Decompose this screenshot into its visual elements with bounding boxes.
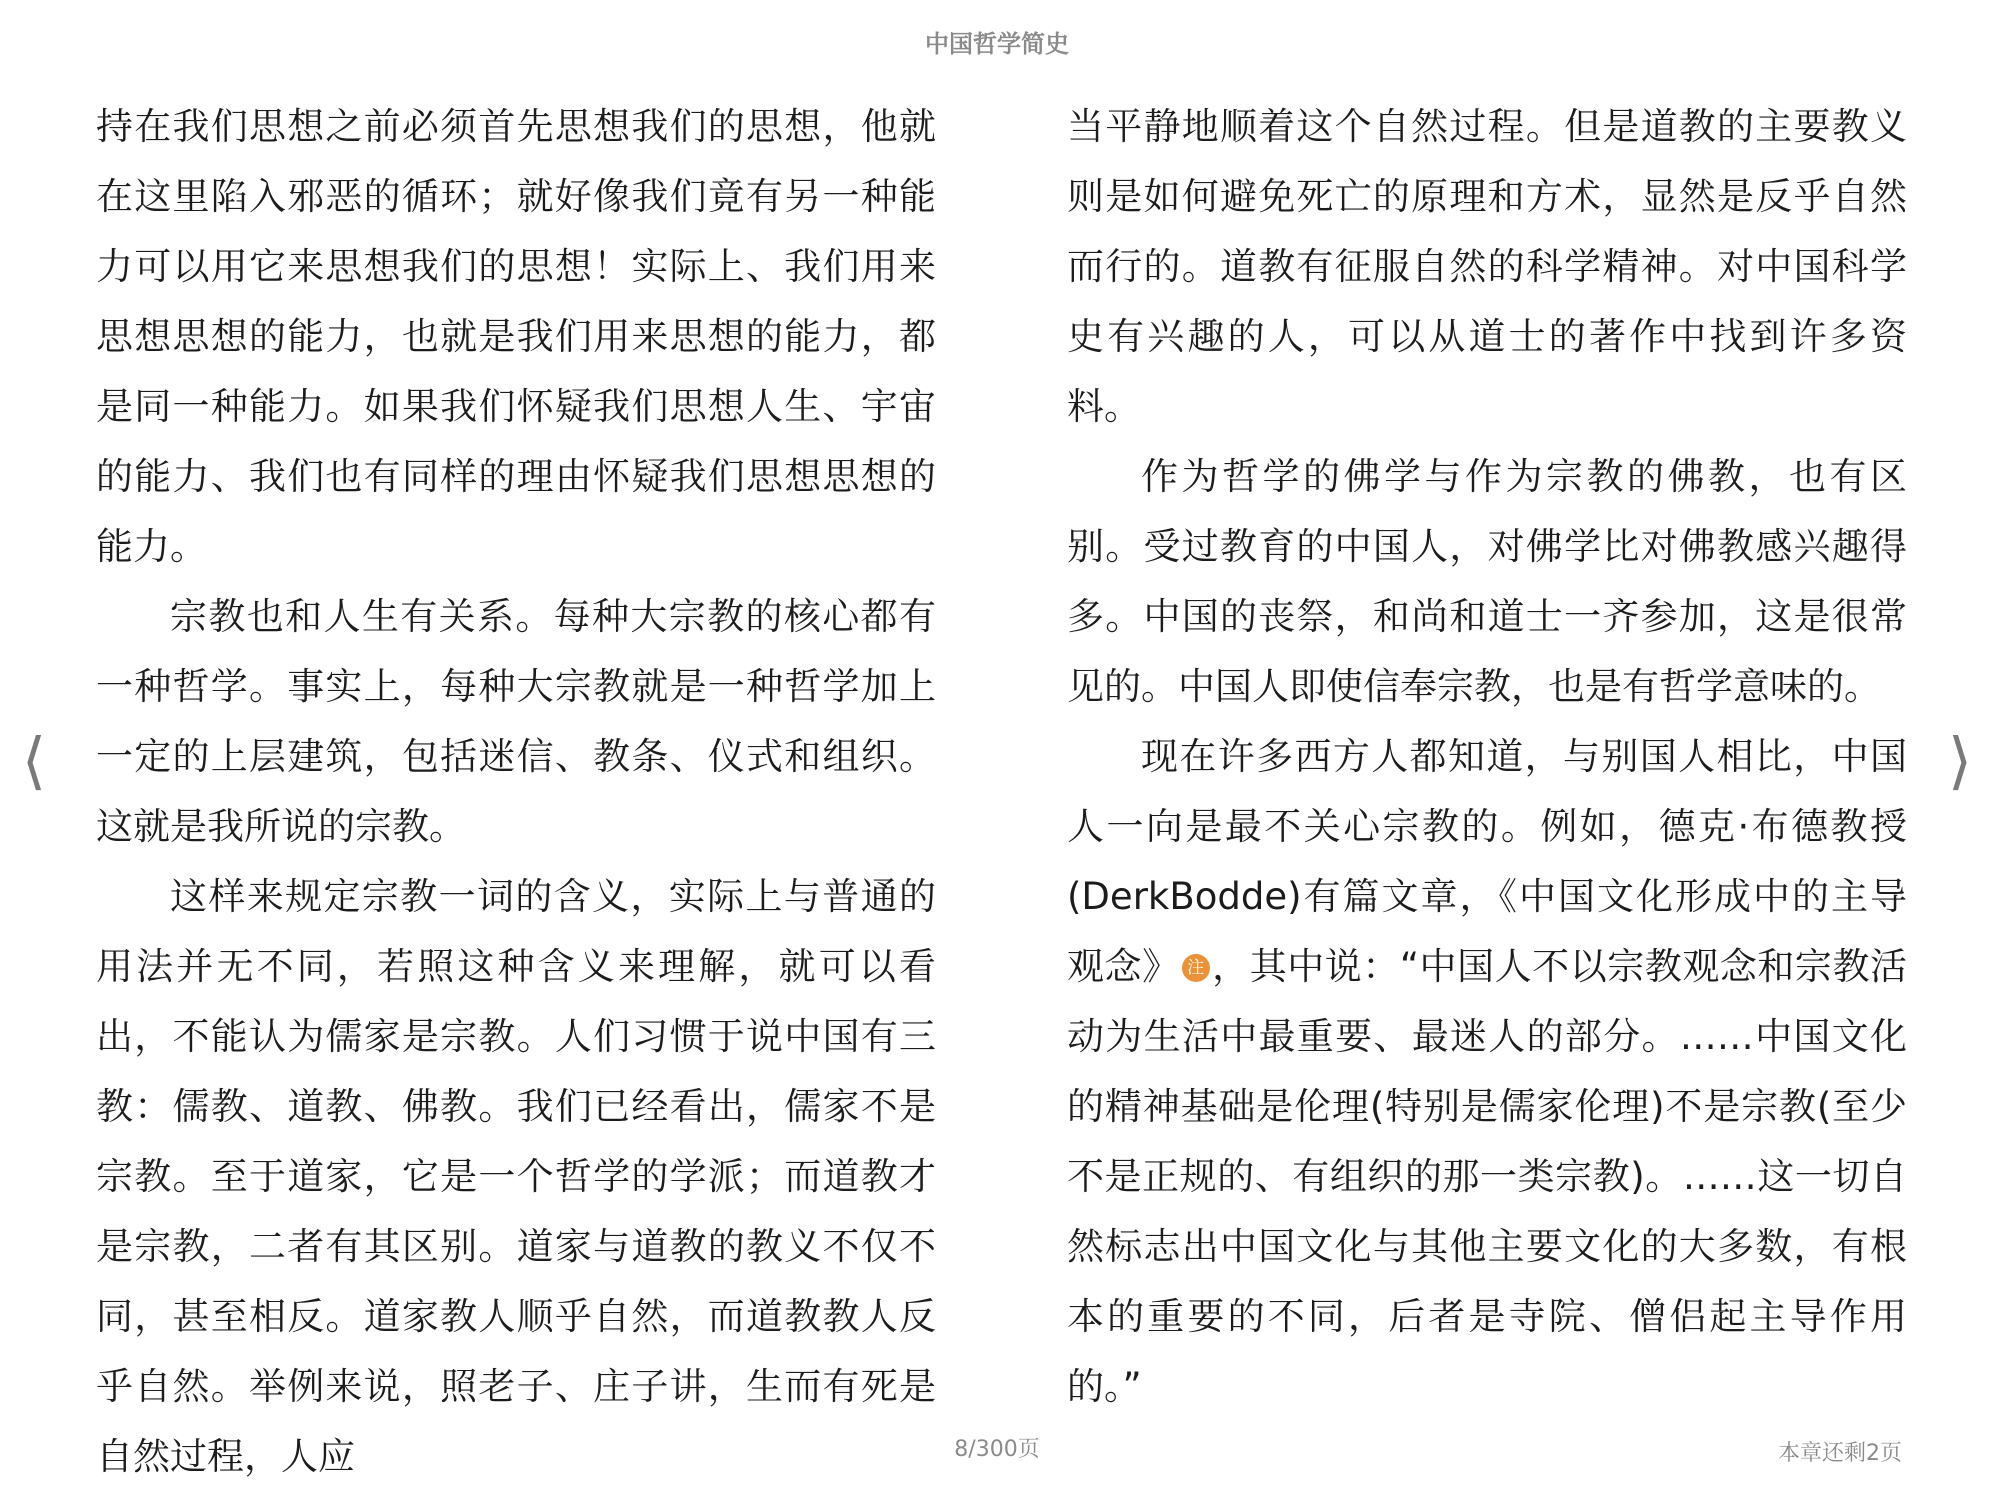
paragraph: 作为哲学的佛学与作为宗教的佛教，也有区别。受过教育的中国人，对佛学比对佛教感兴趣得多。中国的丧祭，和尚和道士一齐参加，这是很常见的。中国人即使信奉宗教，也是有哲学意味的。 (1067, 455, 1907, 708)
paragraph: 宗教也和人生有关系。每种大宗教的核心都有一种哲学。事实上，每种大宗教就是一种哲学加上一定的上层建筑，包括迷信、教条、仪式和组织。这就是我所说的宗教。 (96, 595, 936, 848)
paragraph-text: 现在许多西方人都知道，与别国人相比，中国人一向是最不关心宗教的。例如，德克·布德教授(DerkBodde)有篇文章，《中国文化形成中的主导观念》 (1067, 735, 1907, 988)
footnote-badge[interactable]: 注 (1182, 954, 1210, 982)
next-page-icon[interactable]: ⟩ (1947, 723, 1973, 797)
paragraph: 当平静地顺着这个自然过程。但是道教的主要教义则是如何避免死亡的原理和方术，显然是反乎自然而行的。道教有征服自然的科学精神。对中国科学史有兴趣的人，可以从道士的著作中找到许多资料。 (1067, 105, 1907, 428)
right-page-column (1067, 92, 1907, 1422)
left-page-column (96, 92, 936, 1492)
paragraph: 持在我们思想之前必须首先思想我们的思想，他就在这里陷入邪恶的循环；就好像我们竟有另一种能力可以用它来思想我们的思想！实际上、我们用来思想思想的能力，也就是我们用来思想的能力，都是同一种能力。如果我们怀疑我们思想人生、宇宙的能力、我们也有同样的理由怀疑我们思想思想的能力。 (96, 105, 936, 568)
previous-page-icon[interactable]: ⟨ (21, 723, 47, 797)
paragraph: 这样来规定宗教一词的含义，实际上与普通的用法并无不同，若照这种含义来理解，就可以看出，不能认为儒家是宗教。人们习惯于说中国有三教：儒教、道教、佛教。我们已经看出，儒家不是宗教。至于道家，它是一个哲学的学派；而道教才是宗教，二者有其区别。道家与道教的教义不仅不同，甚至相反。道家教人顺乎自然，而道教教人反乎自然。举例来说，照老子、庄子讲，生而有死是自然过程，人应 (96, 875, 936, 1478)
book-title: 中国哲学简史 (925, 30, 1069, 58)
chapter-remaining-pages: 本章还剩2页 (1778, 1441, 1902, 1466)
paragraph-with-footnote (1067, 722, 1907, 1422)
page-counter: 8/300页 (954, 1437, 1040, 1462)
paragraph-text: ，其中说：“中国人不以宗教观念和宗教活动为生活中最重要、最迷人的部分。……中国文化的精神基础是伦理(特别是儒家伦理)不是宗教(至少不是正规的、有组织的那一类宗教)。……这一切自然标志出中国文化与其他主要文化的大多数，有根本的重要的不同，后者是寺院、僧侣起主导作用的。” (1067, 945, 1908, 1408)
